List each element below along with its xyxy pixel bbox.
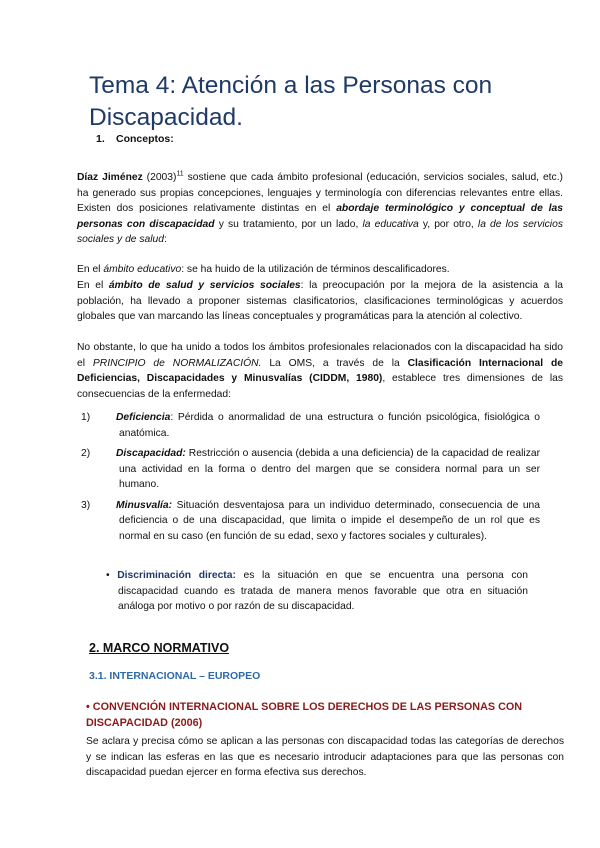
emphasis-educativa: la educativa xyxy=(362,218,419,230)
intro-text: : xyxy=(164,234,167,246)
ambito-salud-paragraph xyxy=(77,278,563,325)
list-number: 1) xyxy=(81,412,91,423)
list-term: Deficiencia xyxy=(116,412,171,423)
ambito-text: : se ha huido de la utilización de términos descalificadores. xyxy=(181,264,450,275)
ambito-text: En el xyxy=(77,264,104,275)
subsection-heading-internacional: 3.1. INTERNACIONAL – EUROPEO xyxy=(89,670,261,682)
list-text: : Pérdida o anormalidad de una estructura o función psicológica, fisiológica o anatómica. xyxy=(119,412,540,439)
list-text: Restricción o ausencia (debida a una deficiencia) de la capacidad de realizar una actividad en la forma o dentro del margen que se considera normal para un ser humano. xyxy=(119,448,540,490)
list-item xyxy=(81,498,540,545)
discriminacion-term: Discriminación directa: xyxy=(117,570,236,581)
section-heading-concepts xyxy=(96,133,174,145)
list-number: 2) xyxy=(81,448,91,459)
ambito-text: En el xyxy=(77,280,109,291)
page-title: Tema 4: Atención a las Personas con Discapacidad. xyxy=(89,72,493,131)
list-text: Situación desventajosa para un individuo determinado, consecuencia de una deficiencia o de una discapacidad, que limita o impide el desempeño de un rol que es normal en su caso (en función de su edad, sexo y factores sociales y culturales). xyxy=(119,499,540,542)
author-name: Díaz Jiménez xyxy=(77,172,143,183)
ambito-educativo-paragraph xyxy=(77,262,563,278)
emphasis-ambito-educativo: ámbito educativo xyxy=(103,264,182,275)
normalizacion-text: La OMS, a través de la xyxy=(261,357,408,369)
convencion-paragraph: Se aclara y precisa cómo se aplican a las personas con discapacidad todas las categorías de derechos y se indican las esferas en las que es necesario introducir adaptaciones para que las personas con discapacidad puedan ejercer en forma efectiva sus derechos. xyxy=(86,736,564,779)
dimensions-list xyxy=(81,410,540,544)
section-label: Conceptos: xyxy=(116,133,174,145)
list-number: 3) xyxy=(81,499,91,511)
intro-text: y su tratamiento, por un lado, xyxy=(214,218,363,230)
discriminacion-text: es la situación en que se encuentra una persona con discapacidad cuando es tratada de manera menos favorable que otra en situación análoga por motivo o por razón de su discapacidad. xyxy=(118,570,529,612)
ambito-text: : la preocupación por la mejora de la asistencia a la población, ha llevado a proponer sistemas clasificatorios, clasificaciones terminológicas y acuerdos globales que van marcando las líneas conceptuales y programáticas para la atención al colectivo. xyxy=(77,280,563,323)
intro-text: sostiene que cada ámbito profesional (educación, servicios sociales, salud, etc.) ha generado sus propias concepciones, lenguajes y terminología con diferencias relevantes entre ellas. Existen dos posiciones relativamente distintas en el xyxy=(77,172,563,215)
list-item xyxy=(81,410,540,441)
list-term: Discapacidad: xyxy=(116,448,186,459)
list-item xyxy=(81,446,540,493)
list-term: Minusvalía: xyxy=(116,499,173,511)
section-number: 1. xyxy=(96,133,105,145)
normalizacion-text: , establece tres dimensiones de las consecuencias de la enfermedad: xyxy=(77,373,563,400)
intro-text: y, por otro, xyxy=(418,218,478,230)
emphasis-servicios: la de los servicios sociales y de salud xyxy=(77,218,563,246)
intro-paragraph xyxy=(77,170,563,248)
ciddm-name: Clasificación Internacional de Deficiencias, Discapacidades y Minusvalías (CIDDM, 1980) xyxy=(77,357,563,385)
emphasis-abordaje: abordaje terminológico y conceptual de las personas con discapacidad xyxy=(77,203,563,230)
emphasis-normalizacion: PRINCIPIO de NORMALIZACIÓN. xyxy=(92,357,262,369)
normalizacion-paragraph xyxy=(77,340,563,402)
convencion-heading: • CONVENCIÓN INTERNACIONAL SOBRE LOS DERECHOS DE LAS PERSONAS CON DISCAPACIDAD (2006) xyxy=(86,701,523,729)
author-year: (2003) xyxy=(146,172,177,183)
normalizacion-text: No obstante, lo que ha unido a todos los ámbitos profesionales relacionados con la discapacidad ha sido el xyxy=(77,342,563,369)
discriminacion-item xyxy=(106,568,528,615)
section-heading-marco-normativo: 2. MARCO NORMATIVO xyxy=(89,641,230,655)
footnote-ref: 11 xyxy=(176,170,184,178)
bullet-icon: • xyxy=(106,570,110,581)
emphasis-ambito-salud: ámbito de salud y servicios sociales xyxy=(108,280,301,291)
